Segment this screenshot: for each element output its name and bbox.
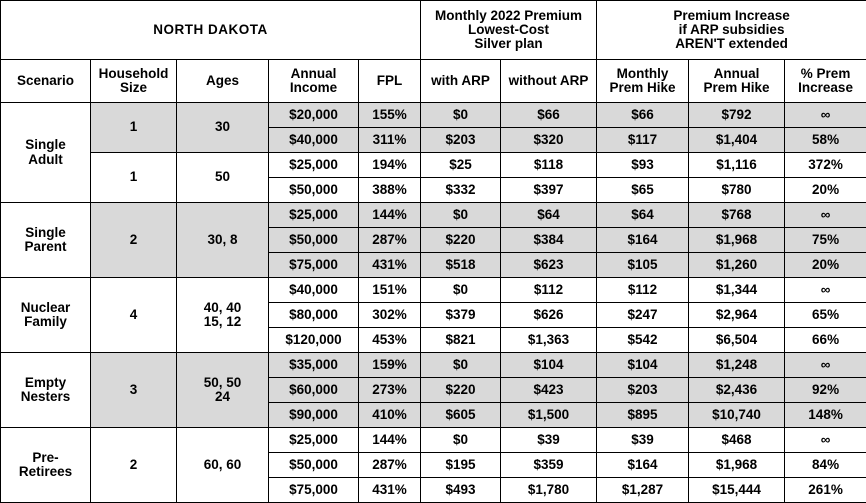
premium-with-arp: $0 [421,103,501,128]
col-header-monthly-prem-hike [597,60,689,103]
premium-without-arp: $320 [501,128,597,153]
premium-with-arp: $332 [421,178,501,203]
premium-with-arp: $220 [421,228,501,253]
annual-income: $40,000 [269,128,359,153]
scenario-label-line2: Retirees [1,465,90,479]
col-header-scenario: Scenario [1,60,91,103]
pct-increase: ∞ [785,353,866,378]
fpl: 194% [359,153,421,178]
annual-income: $75,000 [269,253,359,278]
monthly-prem-hike: $203 [597,378,689,403]
ages [177,278,269,353]
scenario-label-line1: Single [1,138,90,152]
premium-with-arp: $0 [421,428,501,453]
premium-without-arp: $623 [501,253,597,278]
fpl: 410% [359,403,421,428]
premium-with-arp: $0 [421,203,501,228]
pct-increase: 58% [785,128,866,153]
pct-increase: 66% [785,328,866,353]
group-header-premium-line1: Monthly 2022 Premium [421,9,596,23]
ages: 50 [177,153,269,203]
annual-income: $40,000 [269,278,359,303]
table-row [1,103,866,128]
fpl: 287% [359,453,421,478]
col-header-pct-increase-line2: Increase [785,81,866,95]
pct-increase: ∞ [785,278,866,303]
premium-without-arp: $104 [501,353,597,378]
monthly-prem-hike: $895 [597,403,689,428]
scenario-label-line2: Parent [1,240,90,254]
pct-increase: 65% [785,303,866,328]
monthly-prem-hike: $64 [597,203,689,228]
scenario-label-pre-retirees [1,428,91,503]
col-header-household-size-line2: Size [91,81,176,95]
premium-with-arp: $518 [421,253,501,278]
premium-with-arp: $25 [421,153,501,178]
monthly-prem-hike: $66 [597,103,689,128]
household-size: 4 [91,278,177,353]
household-size: 3 [91,353,177,428]
premium-without-arp: $39 [501,428,597,453]
monthly-prem-hike: $104 [597,353,689,378]
fpl: 273% [359,378,421,403]
annual-prem-hike: $6,504 [689,328,785,353]
col-header-with-arp: with ARP [421,60,501,103]
annual-prem-hike: $15,444 [689,478,785,503]
premium-without-arp: $66 [501,103,597,128]
monthly-prem-hike: $247 [597,303,689,328]
scenario-label-line1: Empty [1,376,90,390]
col-header-annual-income [269,60,359,103]
group-header-premium-line2: Lowest-Cost [421,23,596,37]
premium-without-arp: $1,500 [501,403,597,428]
annual-prem-hike: $1,260 [689,253,785,278]
col-header-annual-prem-hike [689,60,785,103]
fpl: 151% [359,278,421,303]
annual-prem-hike: $792 [689,103,785,128]
col-header-annual-income-line1: Annual [269,67,358,81]
column-header-row [1,60,866,103]
annual-prem-hike: $1,116 [689,153,785,178]
annual-income: $25,000 [269,153,359,178]
premium-with-arp: $821 [421,328,501,353]
premium-without-arp: $118 [501,153,597,178]
premium-with-arp: $203 [421,128,501,153]
annual-income: $60,000 [269,378,359,403]
household-size: 2 [91,428,177,503]
monthly-prem-hike: $1,287 [597,478,689,503]
fpl: 287% [359,228,421,253]
monthly-prem-hike: $542 [597,328,689,353]
table-row [1,428,866,453]
premium-with-arp: $0 [421,278,501,303]
ages-line2: 24 [177,390,268,404]
group-header-increase-line1: Premium Increase [597,9,866,23]
annual-income: $35,000 [269,353,359,378]
annual-income: $50,000 [269,453,359,478]
pct-increase: 84% [785,453,866,478]
col-header-without-arp: without ARP [501,60,597,103]
group-header-increase [597,1,866,60]
pct-increase: ∞ [785,428,866,453]
table-row [1,203,866,228]
annual-income: $50,000 [269,178,359,203]
ages-line1: 40, 40 [177,301,268,315]
premium-with-arp: $195 [421,453,501,478]
pct-increase: 75% [785,228,866,253]
col-header-household-size [91,60,177,103]
premium-with-arp: $605 [421,403,501,428]
annual-prem-hike: $2,436 [689,378,785,403]
fpl: 302% [359,303,421,328]
household-size: 2 [91,203,177,278]
annual-income: $75,000 [269,478,359,503]
monthly-prem-hike: $65 [597,178,689,203]
premium-without-arp: $384 [501,228,597,253]
col-header-pct-increase-line1: % Prem [785,67,866,81]
col-header-monthly-prem-hike-line2: Prem Hike [597,81,688,95]
annual-prem-hike: $468 [689,428,785,453]
monthly-prem-hike: $164 [597,228,689,253]
annual-prem-hike: $1,344 [689,278,785,303]
pct-increase: 148% [785,403,866,428]
table-row [1,153,866,178]
annual-prem-hike: $1,404 [689,128,785,153]
group-header-increase-line2: if ARP subsidies [597,23,866,37]
col-header-annual-prem-hike-line1: Annual [689,67,784,81]
annual-income: $50,000 [269,228,359,253]
pct-increase: 20% [785,253,866,278]
fpl: 155% [359,103,421,128]
pct-increase: ∞ [785,103,866,128]
fpl: 144% [359,428,421,453]
fpl: 431% [359,253,421,278]
table-row [1,278,866,303]
pct-increase: ∞ [785,203,866,228]
monthly-prem-hike: $112 [597,278,689,303]
table-row [1,353,866,378]
premium-with-arp: $0 [421,353,501,378]
annual-prem-hike: $1,248 [689,353,785,378]
premium-without-arp: $359 [501,453,597,478]
monthly-prem-hike: $93 [597,153,689,178]
annual-prem-hike: $10,740 [689,403,785,428]
ages: 30 [177,103,269,153]
premium-without-arp: $64 [501,203,597,228]
ages: 30, 8 [177,203,269,278]
premium-without-arp: $1,780 [501,478,597,503]
title-row [1,1,866,60]
fpl: 311% [359,128,421,153]
annual-prem-hike: $780 [689,178,785,203]
premium-without-arp: $397 [501,178,597,203]
monthly-prem-hike: $164 [597,453,689,478]
scenario-label-line2: Adult [1,153,90,167]
col-header-pct-increase [785,60,866,103]
premium-without-arp: $423 [501,378,597,403]
annual-income: $25,000 [269,428,359,453]
monthly-prem-hike: $39 [597,428,689,453]
pct-increase: 372% [785,153,866,178]
scenario-label-empty-nesters [1,353,91,428]
pct-increase: 92% [785,378,866,403]
col-header-household-size-line1: Household [91,67,176,81]
col-header-monthly-prem-hike-line1: Monthly [597,67,688,81]
premium-with-arp: $379 [421,303,501,328]
ages: 60, 60 [177,428,269,503]
fpl: 144% [359,203,421,228]
premium-with-arp: $493 [421,478,501,503]
col-header-fpl: FPL [359,60,421,103]
annual-prem-hike: $768 [689,203,785,228]
group-header-increase-line3: AREN'T extended [597,37,866,51]
scenario-label-line2: Family [1,315,90,329]
fpl: 159% [359,353,421,378]
annual-income: $25,000 [269,203,359,228]
annual-income: $80,000 [269,303,359,328]
pct-increase: 20% [785,178,866,203]
scenario-label-single-adult [1,103,91,203]
scenario-label-nuclear-family [1,278,91,353]
ages [177,353,269,428]
col-header-annual-income-line2: Income [269,81,358,95]
annual-income: $20,000 [269,103,359,128]
scenario-label-line1: Single [1,226,90,240]
ages-line1: 50, 50 [177,376,268,390]
scenario-label-line2: Nesters [1,390,90,404]
page-title: NORTH DAKOTA [1,1,421,60]
household-size: 1 [91,153,177,203]
premium-without-arp: $626 [501,303,597,328]
fpl: 388% [359,178,421,203]
fpl: 453% [359,328,421,353]
scenario-label-line1: Nuclear [1,301,90,315]
monthly-prem-hike: $105 [597,253,689,278]
premium-without-arp: $1,363 [501,328,597,353]
annual-income: $120,000 [269,328,359,353]
group-header-premium [421,1,597,60]
ages-line2: 15, 12 [177,315,268,329]
monthly-prem-hike: $117 [597,128,689,153]
annual-prem-hike: $1,968 [689,228,785,253]
premium-without-arp: $112 [501,278,597,303]
scenario-label-line1: Pre- [1,451,90,465]
annual-prem-hike: $1,968 [689,453,785,478]
pct-increase: 261% [785,478,866,503]
group-header-premium-line3: Silver plan [421,37,596,51]
scenario-label-single-parent [1,203,91,278]
col-header-ages: Ages [177,60,269,103]
household-size: 1 [91,103,177,153]
annual-income: $90,000 [269,403,359,428]
premium-with-arp: $220 [421,378,501,403]
annual-prem-hike: $2,964 [689,303,785,328]
col-header-annual-prem-hike-line2: Prem Hike [689,81,784,95]
fpl: 431% [359,478,421,503]
